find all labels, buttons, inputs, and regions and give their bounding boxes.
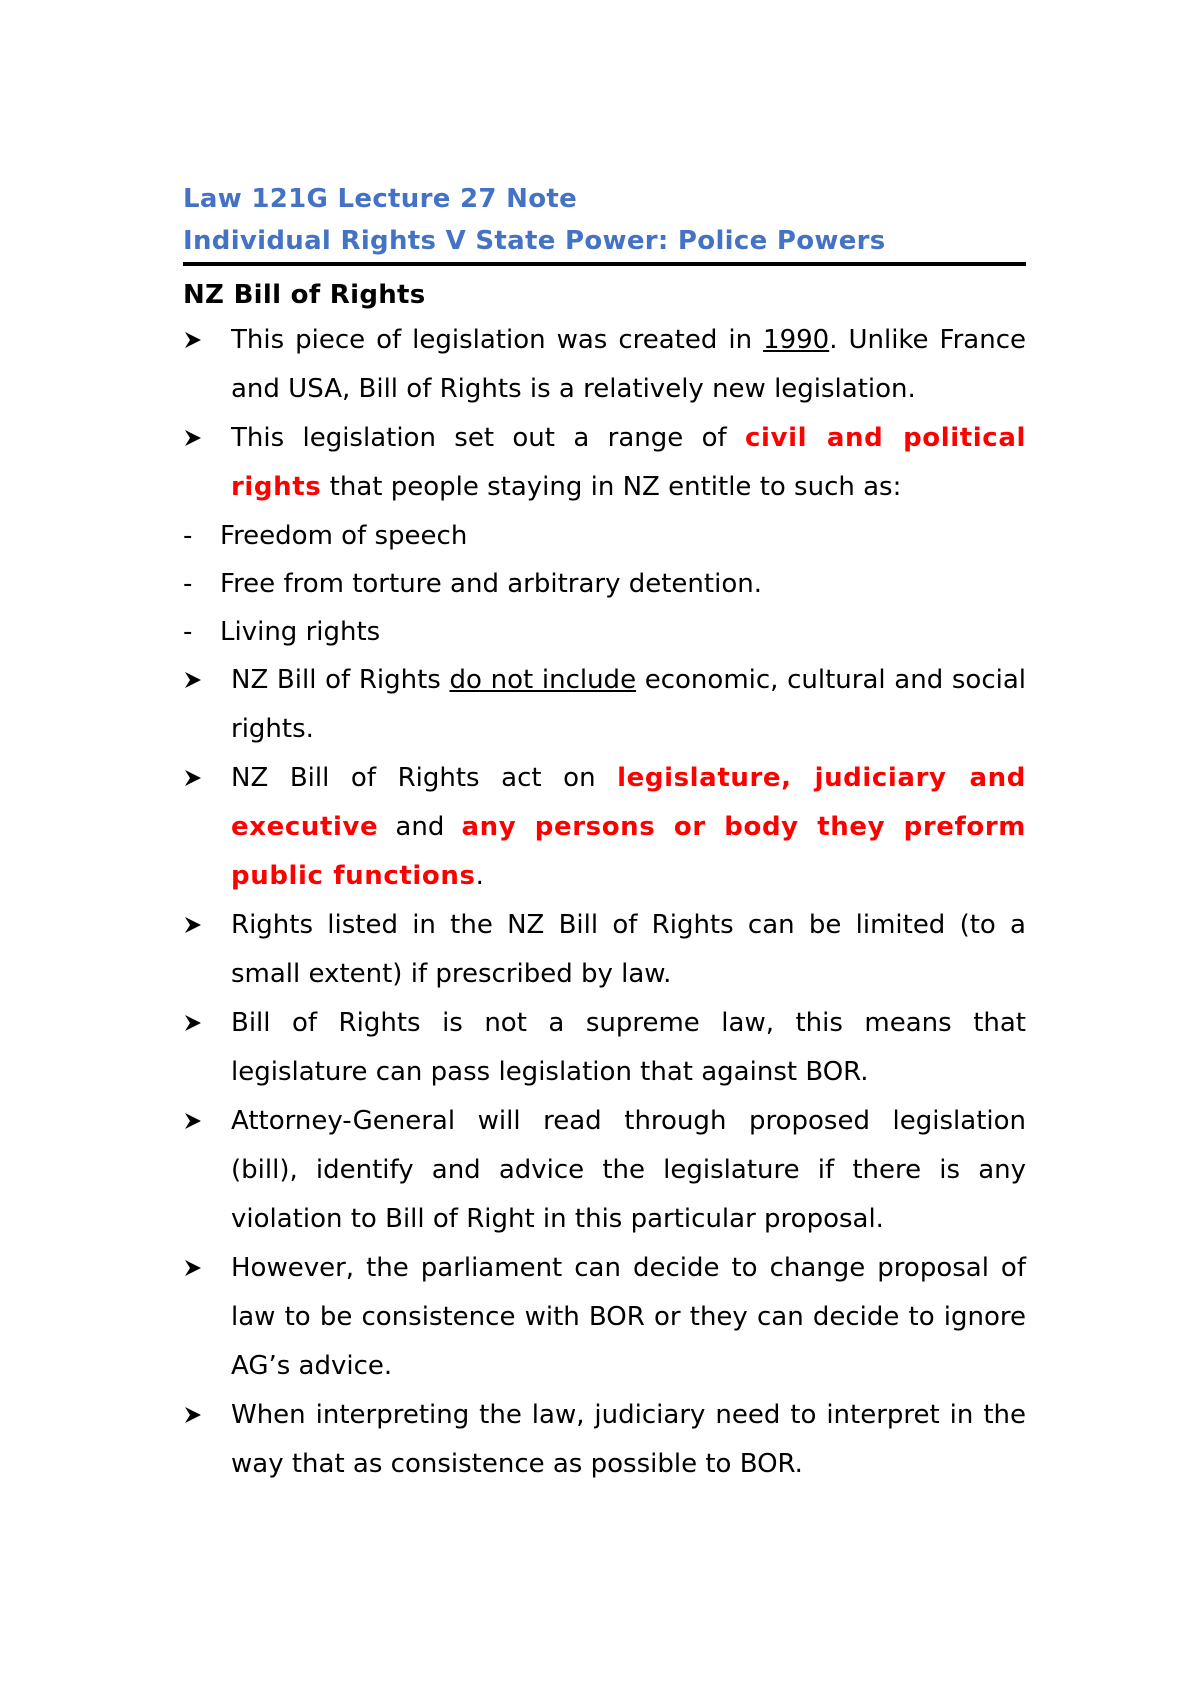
bullet-text: Bill of Rights is not a supreme law, this means that legislature can pass legislation that against BOR. xyxy=(231,1008,1026,1087)
bullet-text: This legislation set out a range of xyxy=(231,423,746,453)
arrowhead-bullet-icon xyxy=(183,901,213,950)
sub-list-item: - Living rights xyxy=(183,617,381,647)
bullet-text: Attorney-General will read through proposed legislation (bill), identify and advice the legislature if there is any violation to Bill of Right in this particular proposal. xyxy=(231,1106,1026,1234)
arrowhead-bullet-icon xyxy=(183,1391,213,1440)
list-item xyxy=(183,1391,1026,1489)
list-item xyxy=(183,316,1026,414)
arrowhead-bullet-icon xyxy=(183,999,213,1048)
section-heading: NZ Bill of Rights xyxy=(183,280,426,310)
sub-item-text: Living rights xyxy=(220,617,381,647)
document-subtitle: Individual Rights V State Power: Police Powers xyxy=(183,226,886,256)
sub-list-item: - Free from torture and arbitrary detention. xyxy=(183,569,762,599)
underlined-text: do not include xyxy=(449,665,637,695)
bullet-text: NZ Bill of Rights xyxy=(231,665,450,695)
bullet-text: NZ Bill of Rights act on xyxy=(231,763,618,793)
sub-item-text: Free from torture and arbitrary detention. xyxy=(220,569,762,599)
bullet-list xyxy=(183,316,1026,512)
bullet-text: However, the parliament can decide to change proposal of law to be consistence with BOR or they can decide to ignore AG’s advice. xyxy=(231,1253,1026,1381)
bullet-text: This piece of legislation was created in xyxy=(231,325,764,355)
bullet-text: When interpreting the law, judiciary need to interpret in the way that as consistence as possible to BOR. xyxy=(231,1400,1026,1479)
bullet-text: economic, cultural and social rights. xyxy=(231,665,1026,744)
list-item xyxy=(183,1244,1026,1391)
bullet-text: . xyxy=(475,861,484,891)
bullet-list xyxy=(183,656,1026,1489)
list-item xyxy=(183,656,1026,754)
emphasis-text: legislature, judiciary and executive xyxy=(231,763,1026,842)
year-text: 1990 xyxy=(763,325,830,355)
list-item xyxy=(183,414,1026,512)
arrowhead-bullet-icon xyxy=(183,316,213,365)
arrowhead-bullet-icon xyxy=(183,656,213,705)
bullet-text: and xyxy=(378,812,462,842)
arrowhead-bullet-icon xyxy=(183,414,213,463)
bullet-text: that people staying in NZ entitle to such as: xyxy=(321,472,902,502)
arrowhead-bullet-icon xyxy=(183,1244,213,1293)
title-divider xyxy=(183,262,1026,266)
list-item xyxy=(183,901,1026,999)
emphasis-text: any persons or body they preform public functions xyxy=(231,812,1027,891)
bullet-text: . Unlike France and USA, Bill of Rights is a relatively new legislation. xyxy=(231,325,1026,404)
list-item xyxy=(183,1097,1026,1244)
sub-list xyxy=(183,512,1026,656)
emphasis-text: civil and political rights xyxy=(231,423,1026,502)
list-item xyxy=(183,754,1026,901)
arrowhead-bullet-icon xyxy=(183,1097,213,1146)
document-title: Law 121G Lecture 27 Note xyxy=(183,184,578,214)
sub-list-item: - Freedom of speech xyxy=(183,521,468,551)
document-page xyxy=(183,178,1026,1489)
sub-item-text: Freedom of speech xyxy=(220,521,468,551)
list-item xyxy=(183,999,1026,1097)
arrowhead-bullet-icon xyxy=(183,754,213,803)
bullet-text: Rights listed in the NZ Bill of Rights can be limited (to a small extent) if prescribed by law. xyxy=(231,910,1026,989)
